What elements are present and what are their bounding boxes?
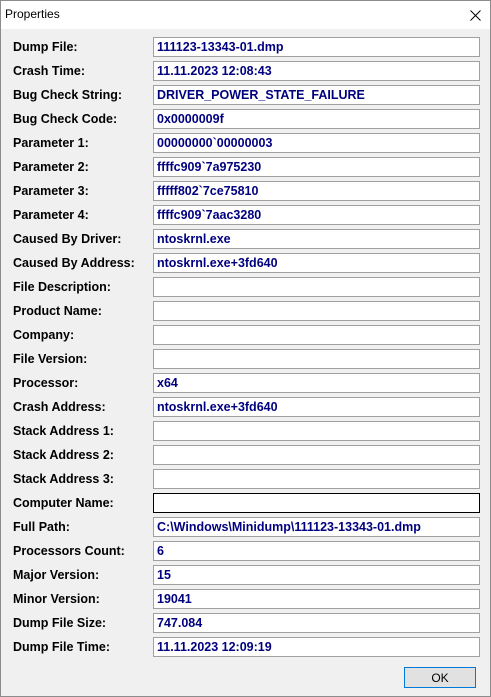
bug-check-string-field[interactable]: DRIVER_POWER_STATE_FAILURE xyxy=(153,85,480,105)
field-label: Processor: xyxy=(13,376,79,390)
stack-address-1-field[interactable] xyxy=(153,421,480,441)
title-bar xyxy=(1,1,490,29)
row-computer-name xyxy=(1,493,490,517)
major-version-field[interactable]: 15 xyxy=(153,565,480,585)
field-label: Full Path: xyxy=(13,520,70,534)
row-file-version xyxy=(1,349,490,373)
field-label: Company: xyxy=(13,328,75,342)
field-label: Caused By Driver: xyxy=(13,232,122,246)
stack-address-2-field[interactable] xyxy=(153,445,480,465)
row-parameter-1 xyxy=(1,133,490,157)
product-name-field[interactable] xyxy=(153,301,480,321)
field-label: Stack Address 3: xyxy=(13,472,114,486)
row-stack-address-1 xyxy=(1,421,490,445)
field-label: Dump File Time: xyxy=(13,640,111,654)
processor-field[interactable]: x64 xyxy=(153,373,480,393)
dump-file-time-field[interactable]: 11.11.2023 12:09:19 xyxy=(153,637,480,657)
row-company xyxy=(1,325,490,349)
crash-address-field[interactable]: ntoskrnl.exe+3fd640 xyxy=(153,397,480,417)
row-stack-address-3 xyxy=(1,469,490,493)
row-full-path xyxy=(1,517,490,541)
full-path-field[interactable]: C:\Windows\Minidump\111123-13343-01.dmp xyxy=(153,517,480,537)
field-label: Parameter 4: xyxy=(13,208,89,222)
company-field[interactable] xyxy=(153,325,480,345)
field-label: Major Version: xyxy=(13,568,100,582)
close-button[interactable] xyxy=(460,1,490,29)
row-bug-check-code xyxy=(1,109,490,133)
row-parameter-2 xyxy=(1,157,490,181)
field-label: Parameter 3: xyxy=(13,184,89,198)
caused-by-address-field[interactable]: ntoskrnl.exe+3fd640 xyxy=(153,253,480,273)
row-minor-version xyxy=(1,589,490,613)
field-label: Parameter 2: xyxy=(13,160,89,174)
parameter-4-field[interactable]: ffffc909`7aac3280 xyxy=(153,205,480,225)
row-parameter-4 xyxy=(1,205,490,229)
minor-version-field[interactable]: 19041 xyxy=(153,589,480,609)
field-label: Caused By Address: xyxy=(13,256,135,270)
parameter-3-field[interactable]: fffff802`7ce75810 xyxy=(153,181,480,201)
row-dump-file xyxy=(1,37,490,61)
field-label: Processors Count: xyxy=(13,544,125,558)
field-label: Crash Address: xyxy=(13,400,106,414)
crash-time-field[interactable]: 11.11.2023 12:08:43 xyxy=(153,61,480,81)
field-label: Dump File Size: xyxy=(13,616,107,630)
caused-by-driver-field[interactable]: ntoskrnl.exe xyxy=(153,229,480,249)
field-label: Dump File: xyxy=(13,40,78,54)
field-label: Stack Address 2: xyxy=(13,448,114,462)
field-label: File Description: xyxy=(13,280,111,294)
row-dump-file-time xyxy=(1,637,490,661)
row-processors-count xyxy=(1,541,490,565)
field-label: Stack Address 1: xyxy=(13,424,114,438)
processors-count-field[interactable]: 6 xyxy=(153,541,480,561)
window-title: Properties xyxy=(5,7,60,21)
row-caused-by-driver xyxy=(1,229,490,253)
row-dump-file-size xyxy=(1,613,490,637)
dump-file-field[interactable]: 111123-13343-01.dmp xyxy=(153,37,480,57)
row-crash-address xyxy=(1,397,490,421)
field-label: Product Name: xyxy=(13,304,102,318)
row-major-version xyxy=(1,565,490,589)
row-parameter-3 xyxy=(1,181,490,205)
ok-button[interactable]: OK xyxy=(404,667,476,688)
file-version-field[interactable] xyxy=(153,349,480,369)
row-product-name xyxy=(1,301,490,325)
row-caused-by-address xyxy=(1,253,490,277)
row-processor xyxy=(1,373,490,397)
field-label: File Version: xyxy=(13,352,88,366)
field-label: Bug Check String: xyxy=(13,88,123,102)
field-label: Minor Version: xyxy=(13,592,100,606)
field-label: Bug Check Code: xyxy=(13,112,118,126)
row-bug-check-string xyxy=(1,85,490,109)
field-label: Computer Name: xyxy=(13,496,114,510)
field-label: Parameter 1: xyxy=(13,136,89,150)
row-file-description xyxy=(1,277,490,301)
dump-file-size-field[interactable]: 747.084 xyxy=(153,613,480,633)
row-crash-time xyxy=(1,61,490,85)
bug-check-code-field[interactable]: 0x0000009f xyxy=(153,109,480,129)
row-stack-address-2 xyxy=(1,445,490,469)
computer-name-field[interactable] xyxy=(153,493,480,513)
parameter-1-field[interactable]: 00000000`00000003 xyxy=(153,133,480,153)
parameter-2-field[interactable]: ffffc909`7a975230 xyxy=(153,157,480,177)
file-description-field[interactable] xyxy=(153,277,480,297)
properties-list xyxy=(1,37,490,661)
close-icon xyxy=(470,10,481,21)
field-label: Crash Time: xyxy=(13,64,86,78)
stack-address-3-field[interactable] xyxy=(153,469,480,489)
